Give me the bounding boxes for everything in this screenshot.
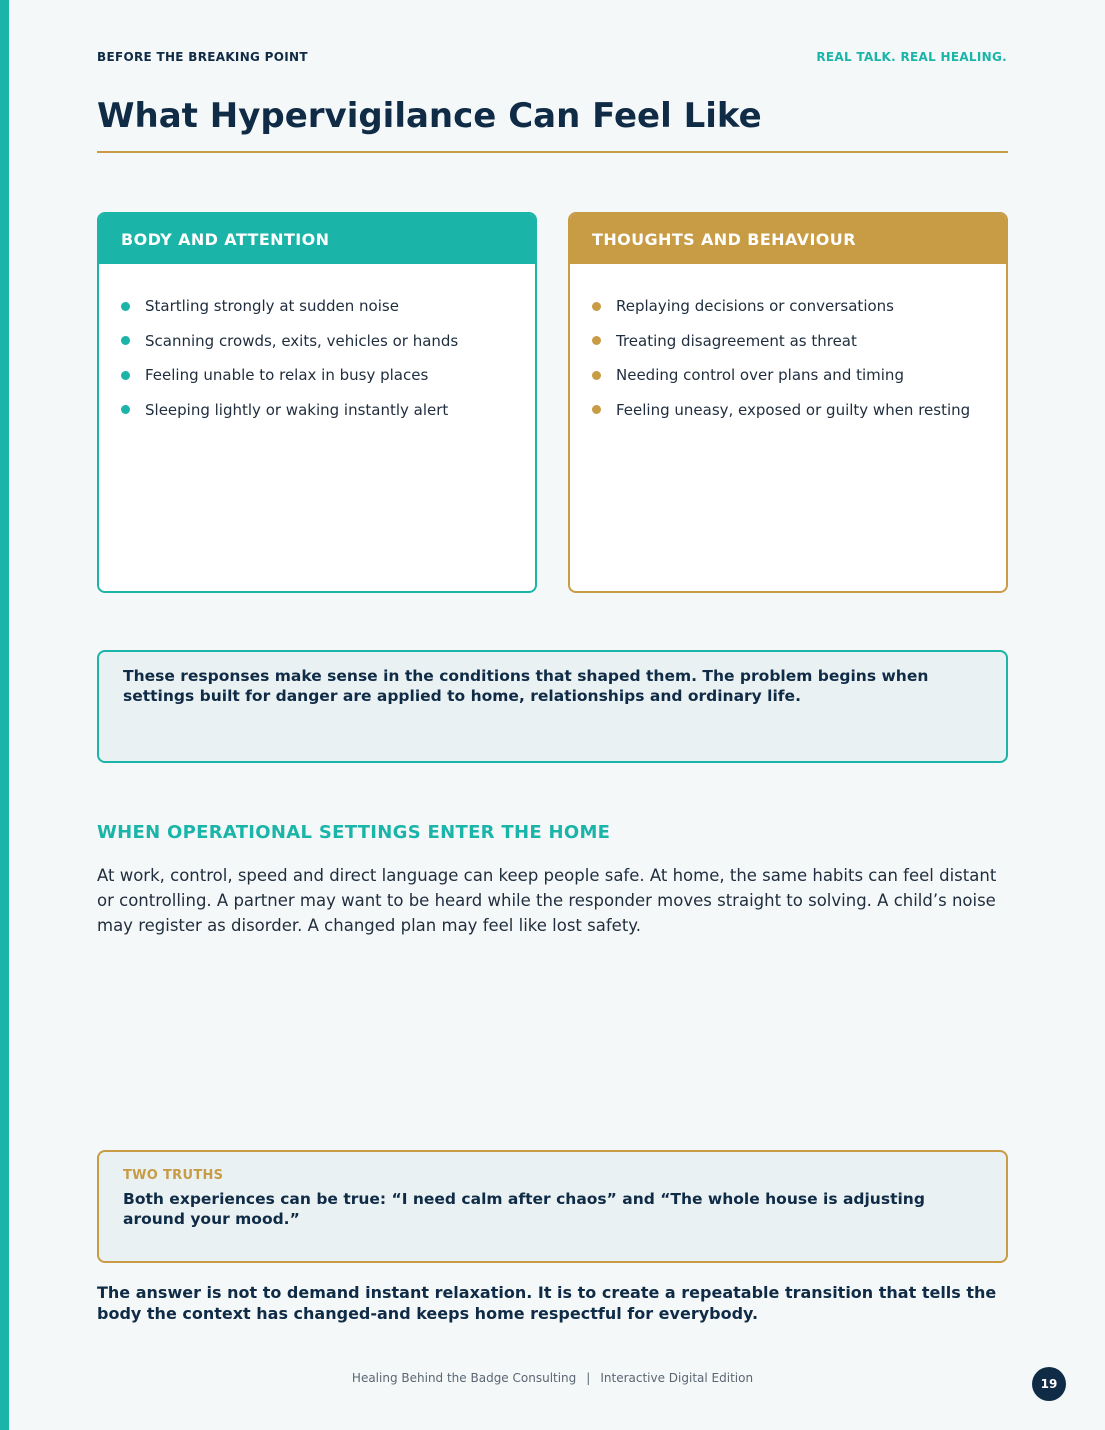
list-item xyxy=(121,324,535,359)
two-truths-callout xyxy=(97,1150,1008,1263)
running-header-right: REAL TALK. REAL HEALING. xyxy=(816,50,1007,64)
list-item-text: Feeling uneasy, exposed or guilty when resting xyxy=(616,400,971,419)
card-list xyxy=(570,264,1006,427)
list-item-text: Sleeping lightly or waking instantly alert xyxy=(145,400,449,419)
card-thoughts-and-behaviour xyxy=(568,212,1008,593)
list-item xyxy=(592,358,1006,393)
list-item xyxy=(121,289,535,324)
footer-separator: | xyxy=(586,1371,591,1385)
section-heading: WHEN OPERATIONAL SETTINGS ENTER THE HOME xyxy=(97,822,611,843)
page-number-badge: 19 xyxy=(1032,1367,1066,1401)
list-item-text: Feeling unable to relax in busy places xyxy=(145,366,429,385)
list-item xyxy=(121,358,535,393)
list-item-text: Startling strongly at sudden noise xyxy=(145,297,399,316)
list-item-text: Replaying decisions or conversations xyxy=(616,297,894,316)
page-title: What Hypervigilance Can Feel Like xyxy=(97,96,762,136)
bullet-dot-icon xyxy=(592,302,601,311)
bullet-dot-icon xyxy=(121,336,130,345)
list-item-text: Scanning crowds, exits, vehicles or hands xyxy=(145,331,459,350)
note-text: These responses make sense in the conditions that shaped them. The problem begins when settings built for danger are applied to home, relationships and ordinary life. xyxy=(123,667,929,705)
bullet-dot-icon xyxy=(592,371,601,380)
list-item xyxy=(121,393,535,428)
bullet-dot-icon xyxy=(121,371,130,380)
list-item-text: Needing control over plans and timing xyxy=(616,366,904,385)
bullet-dot-icon xyxy=(592,405,601,414)
closing-statement: The answer is not to demand instant relaxation. It is to create a repeatable transition that tells the body the context has changed-and keeps home respectful for everybody. xyxy=(97,1283,997,1323)
list-item xyxy=(592,393,1006,428)
card-heading: BODY AND ATTENTION xyxy=(99,214,535,264)
bullet-dot-icon xyxy=(121,302,130,311)
footer-org: Healing Behind the Badge Consulting xyxy=(351,1371,577,1385)
list-item xyxy=(592,289,1006,324)
card-list xyxy=(99,264,535,427)
bullet-dot-icon xyxy=(592,336,601,345)
running-header-left: BEFORE THE BREAKING POINT xyxy=(97,50,308,64)
footer-edition: Interactive Digital Edition xyxy=(600,1371,754,1385)
section-body: At work, control, speed and direct language can keep people safe. At home, the same habits can feel distant or controlling. A partner may want to be heard while the responder moves straight to solving. A child’s noise may register as disorder. A changed plan may feel like lost safety. xyxy=(97,866,997,935)
list-item-text: Treating disagreement as threat xyxy=(616,331,857,350)
list-item xyxy=(592,324,1006,359)
note-callout xyxy=(97,650,1008,763)
card-heading: THOUGHTS AND BEHAVIOUR xyxy=(570,214,1006,264)
callout-label: TWO TRUTHS xyxy=(123,1168,224,1183)
callout-text: Both experiences can be true: “I need calm after chaos” and “The whole house is adjusting around your mood.” xyxy=(123,1190,925,1228)
footer xyxy=(0,1371,1105,1385)
title-divider xyxy=(97,151,1008,153)
bullet-dot-icon xyxy=(121,405,130,414)
side-accent-bar xyxy=(0,0,9,1430)
card-body-and-attention xyxy=(97,212,537,593)
